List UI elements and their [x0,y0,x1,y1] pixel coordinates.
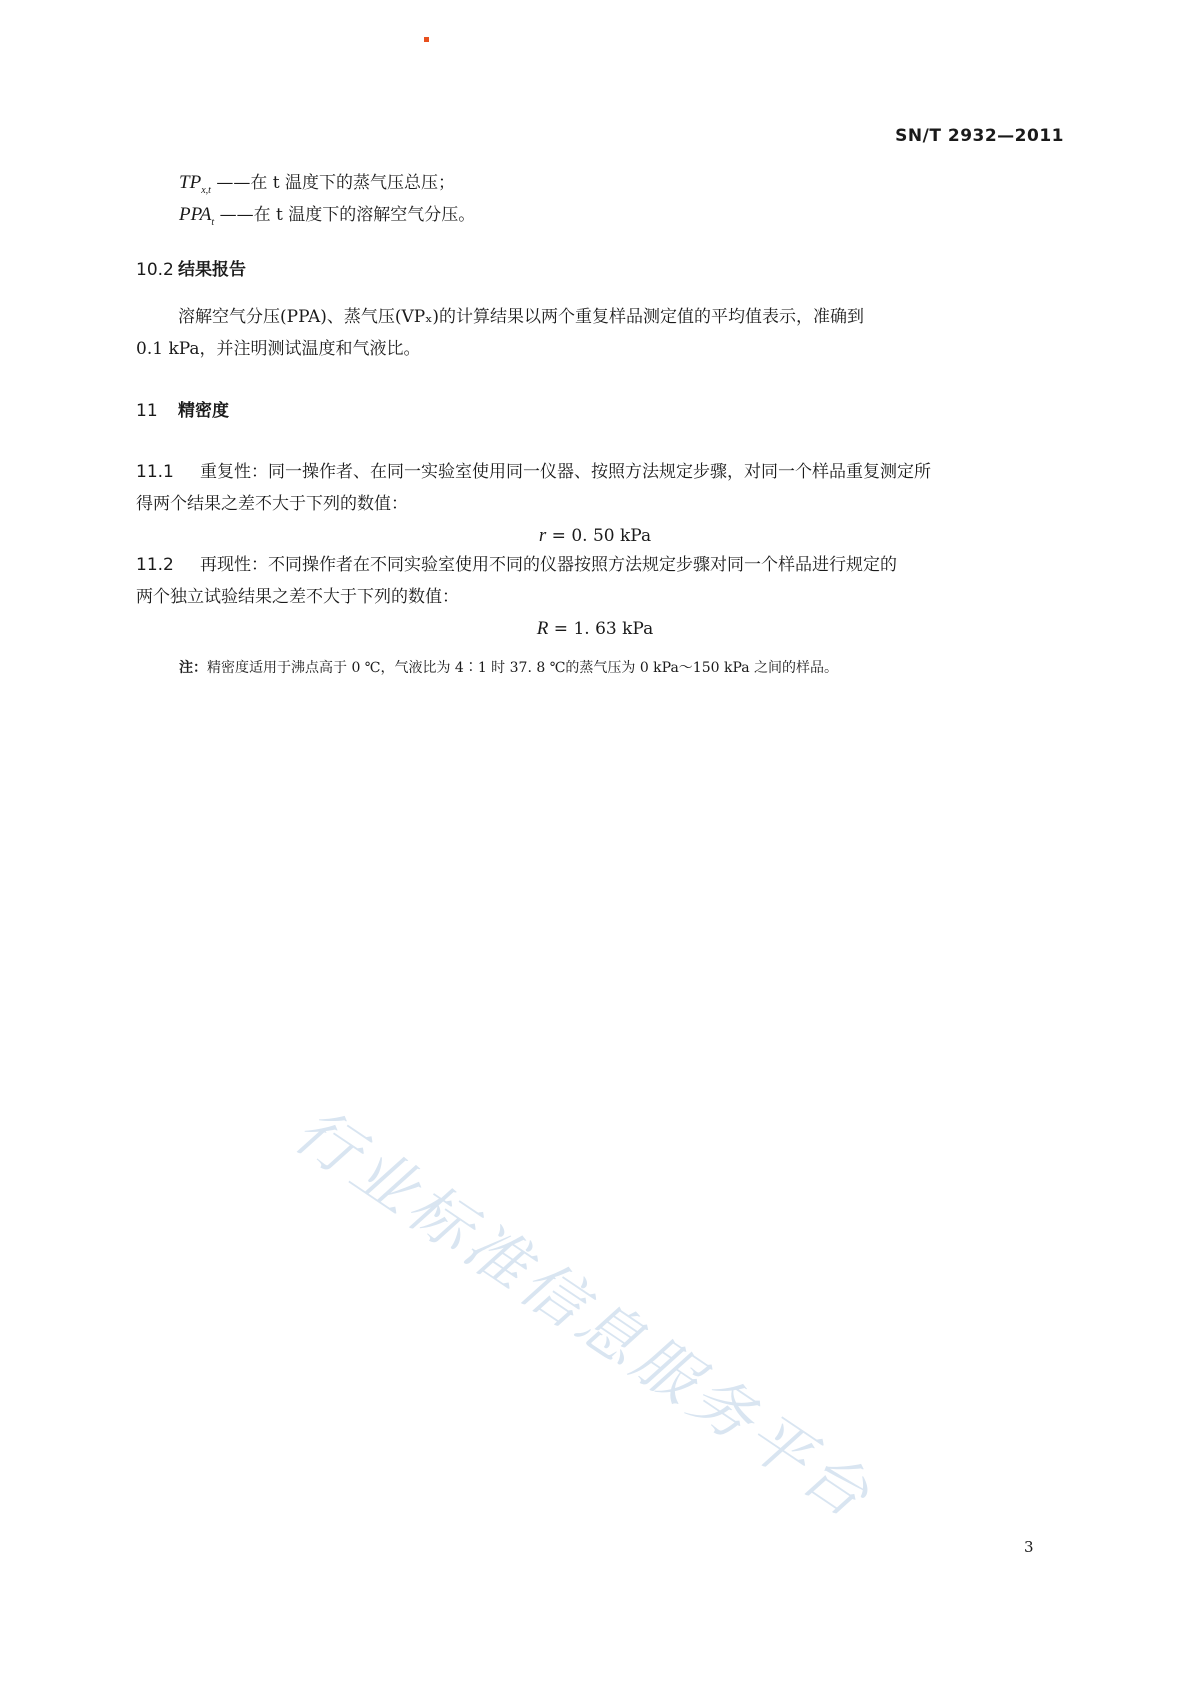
section-number: 11.2 [136,555,174,575]
definition-symbol: $TP_{x,t}$ [179,172,211,196]
definition-text: ——在 t 温度下的蒸气压总压； [216,173,455,193]
note-label: 注： [179,660,207,676]
section-heading-11 [136,396,229,426]
note-text: 精密度适用于沸点高于 0 ℃，气液比为 4∶1 时 37. 8 ℃的蒸气压为 0 kPa～150 kPa 之间的样品。 [207,660,839,676]
page-number: 3 [1024,1538,1034,1556]
paragraph-11-1-line1: 11.1 重复性：同一操作者、在同一实验室使用同一仪器、按照方法规定步骤，对同一个样品重复测定所 [136,456,1056,488]
paragraph-11-2-line2: 两个独立试验结果之差不大于下列的数值： [136,587,459,607]
section-title: 结果报告 [178,260,246,280]
section-heading-10-2 [136,255,246,285]
section-number: 11 [136,401,158,421]
paragraph-11-1-line2: 得两个结果之差不大于下列的数值： [136,494,408,514]
watermark: 行业标准信息服务平台 [281,1093,887,1535]
definition-symbol: $PPA_t$ [179,204,215,228]
standard-code: SN/T 2932—2011 [895,126,1064,146]
section-title: 精密度 [178,401,229,421]
formula-reproducibility: R = 1. 63 kPa [536,618,654,639]
definition-text: ——在 t 温度下的溶解空气分压。 [219,205,476,225]
section-number: 11.1 [136,462,174,482]
corner-mark [424,37,429,42]
paragraph-11-2-line1: 11.2 再现性：不同操作者在不同实验室使用不同的仪器按照方法规定步骤对同一个样品进行规定的 [136,549,1056,581]
formula-repeatability: r = 0. 50 kPa [538,525,652,546]
definition-ppa [179,198,475,239]
paragraph-10-2-line1: 溶解空气分压(PPA)、蒸气压(VPₓ)的计算结果以两个重复样品测定值的平均值表示，准确到 [178,307,865,327]
paragraph-10-2-line2: 0.1 kPa，并注明测试温度和气液比。 [136,339,421,359]
precision-note [179,656,838,680]
section-number: 10.2 [136,260,174,280]
